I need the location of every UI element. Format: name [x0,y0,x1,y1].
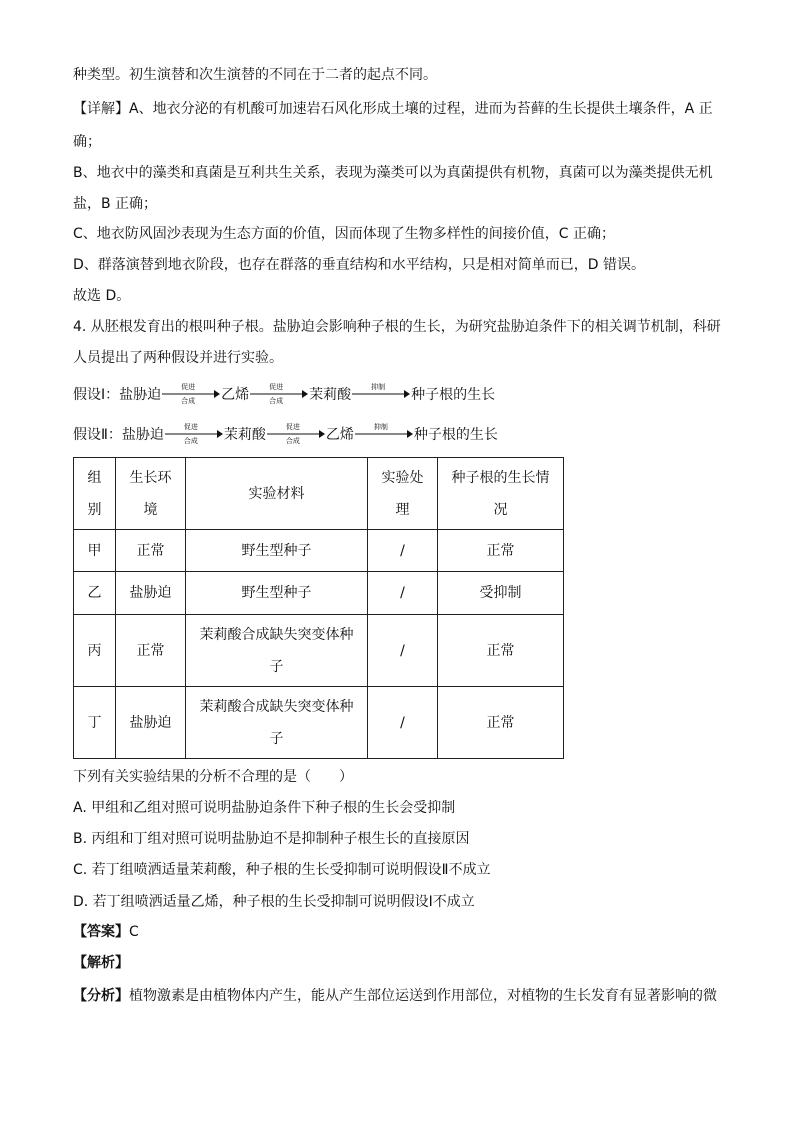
cell-group: 丁 [74,687,116,759]
hypothesis-node: 盐胁迫 [121,427,164,443]
cell-environment: 正常 [116,530,186,572]
cell-treatment: / [368,530,438,572]
hypothesis-node: 盐胁迫 [119,387,162,403]
cell-material: 野生型种子 [186,572,368,615]
header-result: 种子根的生长情 况 [438,458,564,530]
cell-environment: 盐胁迫 [116,687,186,759]
option-a: A. 甲组和乙组对照可说明盐胁迫条件下种子根的生长会受抑制 [73,800,456,816]
cell-environment: 盐胁迫 [116,572,186,615]
hypothesis-node: 乙烯 [325,427,354,443]
experiment-table [73,457,564,759]
header-material: 实验材料 [186,458,368,530]
inhibit-arrow: 抑制 [355,421,413,447]
cell-treatment: / [368,687,438,759]
hypothesis-node: 乙烯 [221,387,250,403]
option-b: B. 丙组和丁组对照可说明盐胁迫不是抑制种子根生长的直接原因 [73,831,470,847]
promote-arrow: 促进 合成 [162,381,220,407]
header-group: 组 别 [74,458,116,530]
hypothesis-1-label: 假设Ⅰ： [73,387,120,403]
answer-line [73,922,139,942]
cell-result: 正常 [438,687,564,759]
arrow-icon [352,390,410,398]
hypothesis-node: 茉莉酸 [309,387,352,403]
table-row [74,687,564,759]
arrow-icon [355,430,413,438]
inhibit-arrow: 抑制 [352,381,410,407]
cell-treatment: / [368,572,438,615]
analysis-head: 【分析】 [73,988,129,1004]
promote-arrow: 促进 合成 [250,381,308,407]
hypothesis-node: 种子根的生长 [411,387,496,403]
cell-group: 甲 [74,530,116,572]
detail-b-line1: B、地衣中的藻类和真菌是互利共生关系，表现为藻类可以为真菌提供有机物，真菌可以为藻类提供无机 [73,165,713,181]
cell-result: 受抑制 [438,572,564,615]
cell-material: 茉莉酸合成缺失突变体种 子 [186,615,368,687]
detail-label: 【详解】 [73,101,129,117]
hypothesis-node: 种子根的生长 [413,427,498,443]
question-stem-line2: 人员提出了两种假设并进行实验。 [73,350,283,366]
header-environment: 生长环 境 [116,458,186,530]
option-d: D. 若丁组喷洒适量乙烯，种子根的生长受抑制可说明假设Ⅰ不成立 [73,894,475,910]
cell-material: 野生型种子 [186,530,368,572]
table-row [74,530,564,572]
paragraph-line: 种类型。初生演替和次生演替的不同在于二者的起点不同。 [73,67,437,83]
header-treatment: 实验处 理 [368,458,438,530]
cell-group: 丙 [74,615,116,687]
hypothesis-1 [73,381,495,407]
table-header-row [74,458,564,530]
detail-a-line1: 【详解】A、地衣分泌的有机酸可加速岩石风化形成土壤的过程，进而为苔藓的生长提供土壤条件，A 正 [73,101,713,117]
cell-group: 乙 [74,572,116,615]
cell-treatment: / [368,615,438,687]
option-c: C. 若丁组喷洒适量茉莉酸，种子根的生长受抑制可说明假设Ⅱ不成立 [73,862,491,878]
promote-arrow: 促进 合成 [267,421,325,447]
analysis-label: 【解析】 [73,955,129,971]
table-row [74,615,564,687]
detail-c-line: C、地衣防风固沙表现为生态方面的价值，因而体现了生物多样性的间接价值，C 正确； [73,226,615,242]
question-stem-line1: 4. 从胚根发育出的根叫种子根。盐胁迫会影响种子根的生长，为研究盐胁迫条件下的相关调节机制，科研 [73,319,721,335]
cell-result: 正常 [438,615,564,687]
detail-b-line2: 盐，B 正确； [73,196,158,212]
detail-a-line2: 确； [73,134,101,150]
detail-d-line: D、群落演替到地衣阶段，也存在群落的垂直结构和水平结构，只是相对简单而已，D 错误。 [73,257,646,273]
cell-environment: 正常 [116,615,186,687]
answer-value: C [129,924,139,940]
table-row [74,572,564,615]
answer-label: 【答案】 [73,924,129,940]
hypothesis-2 [73,421,498,447]
analysis-line: 【分析】植物激素是由植物体内产生，能从产生部位运送到作用部位，对植物的生长发育有显著影响的微 [73,988,717,1004]
cell-material: 茉莉酸合成缺失突变体种 子 [186,687,368,759]
cell-result: 正常 [438,530,564,572]
hypothesis-node: 茉莉酸 [223,427,266,443]
promote-arrow: 促进 合成 [165,421,223,447]
question-prompt: 下列有关实验结果的分析不合理的是（ ） [73,769,353,785]
detail-choose-line: 故选 D。 [73,288,131,304]
hypothesis-2-label: 假设Ⅱ： [73,427,122,443]
